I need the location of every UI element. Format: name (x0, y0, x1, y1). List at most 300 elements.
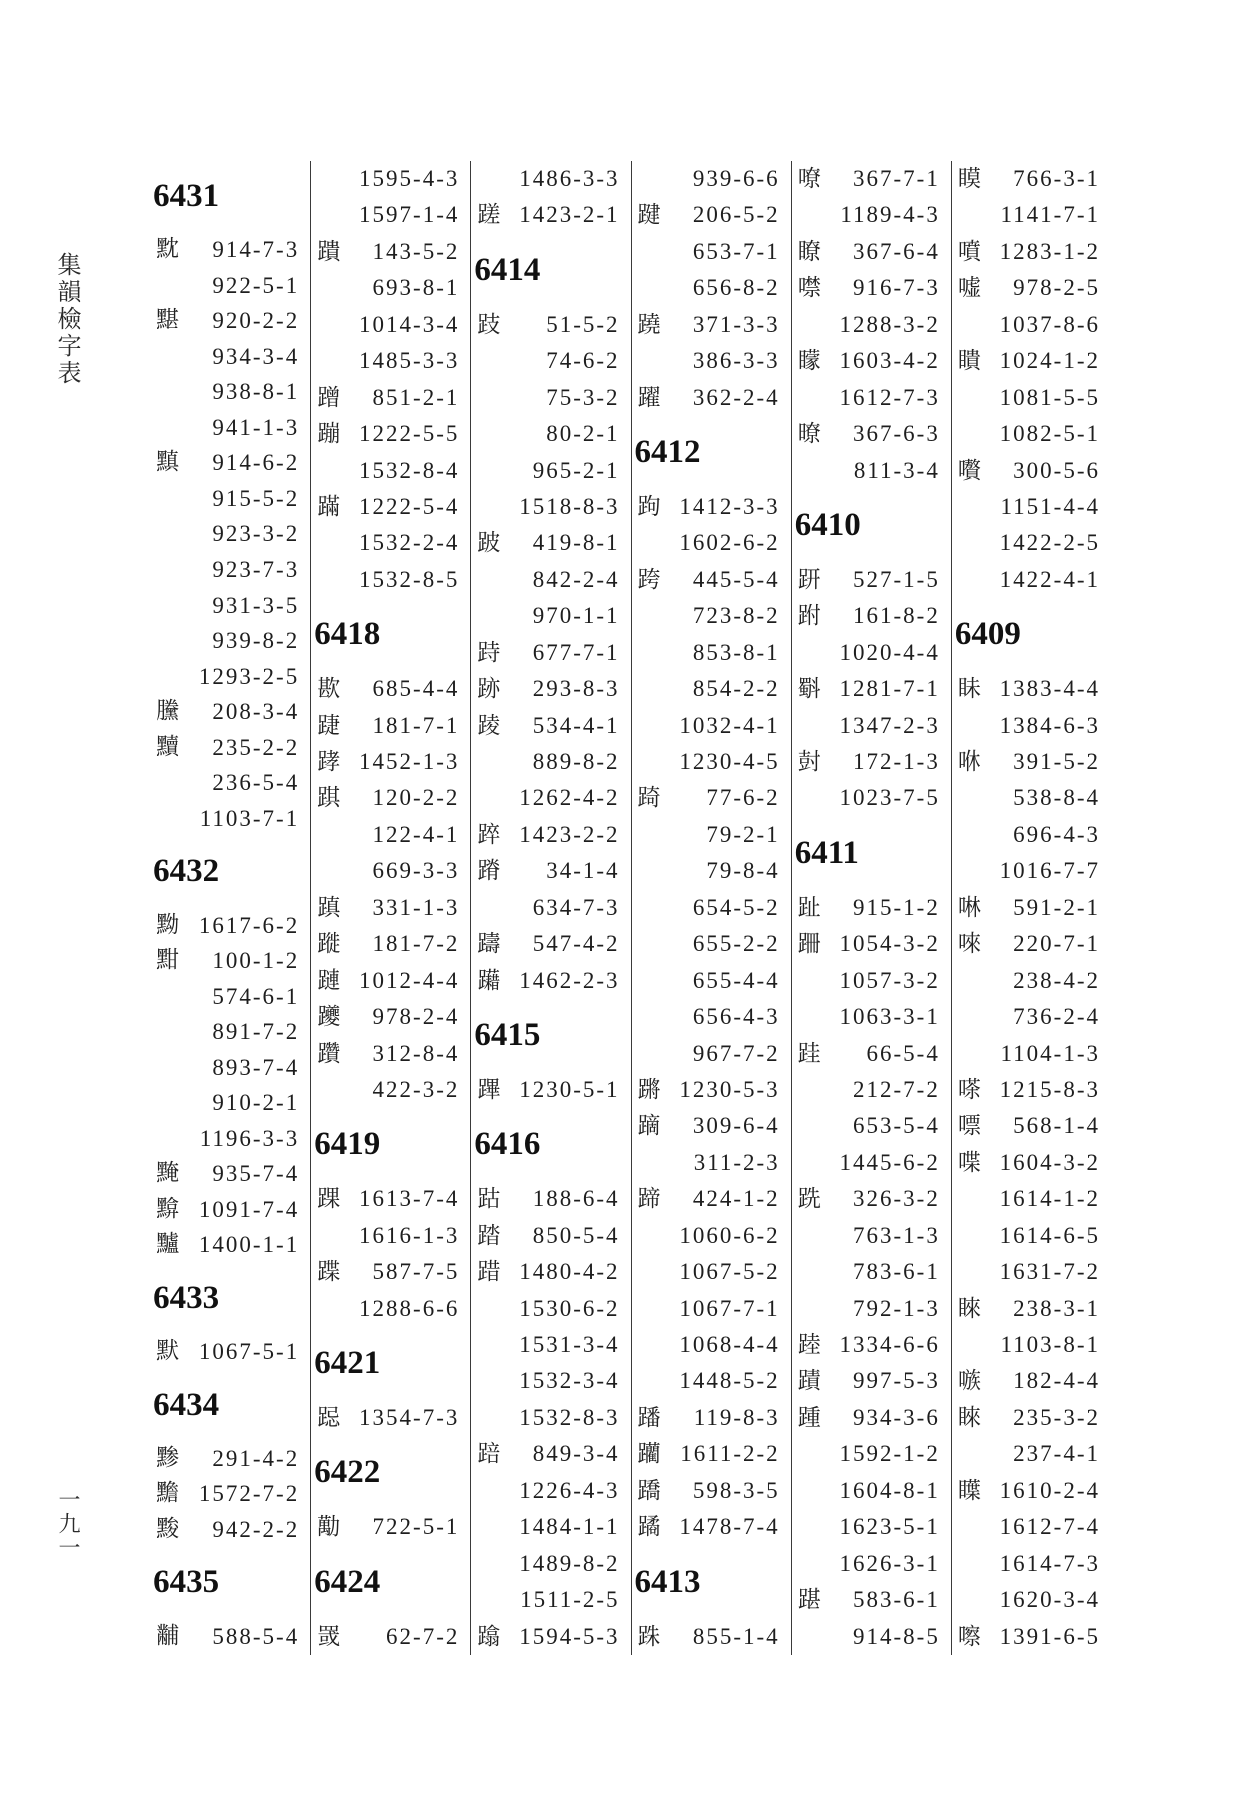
entry-reference: 853-8-1 (692, 639, 780, 665)
entry-reference: 236-5-4 (212, 770, 300, 796)
section-heading: 6418 (314, 616, 381, 653)
entry-reference: 391-5-2 (1013, 749, 1100, 775)
index-entry (311, 307, 470, 343)
entry-reference: 916-7-3 (853, 275, 940, 301)
index-entry (311, 1619, 470, 1655)
entry-reference: 938-8-1 (212, 379, 300, 405)
index-entry (792, 270, 951, 306)
entry-reference: 1623-5-1 (839, 1514, 940, 1540)
entry-reference: 235-2-2 (212, 734, 300, 760)
entry-character: 跂 (477, 311, 501, 338)
entry-character: 黮 (156, 307, 180, 334)
index-entry (150, 801, 310, 837)
index-entry (150, 1121, 310, 1157)
index-entry (150, 1441, 310, 1477)
index-entry (792, 963, 951, 999)
entry-character: 喋 (957, 1149, 981, 1176)
entry-reference: 1091-7-4 (198, 1196, 300, 1222)
index-entry (632, 1181, 791, 1217)
entry-reference: 1391-6-5 (999, 1623, 1100, 1649)
entry-reference: 656-4-3 (692, 1004, 780, 1030)
entry-reference: 75-3-2 (546, 384, 620, 410)
index-entry (311, 525, 470, 561)
entry-character: 蹄 (637, 1186, 661, 1213)
entry-character: 噴 (957, 238, 981, 265)
index-entry (952, 489, 1111, 525)
index-entry (311, 270, 470, 306)
entry-reference: 1054-3-2 (839, 931, 940, 957)
index-entry (311, 1254, 470, 1290)
entry-reference: 598-3-5 (692, 1477, 780, 1503)
entry-reference: 311-2-3 (693, 1149, 780, 1175)
entry-character: 黕 (156, 236, 180, 263)
index-entry (952, 525, 1111, 561)
index-entry (471, 1509, 630, 1545)
entry-reference: 1611-2-2 (680, 1441, 780, 1467)
entry-reference: 367-6-3 (853, 421, 940, 447)
entry-character: 眛 (957, 676, 981, 703)
index-entry (632, 343, 791, 379)
entry-reference: 293-8-3 (532, 676, 620, 702)
index-entry (632, 1291, 791, 1327)
index-entry (952, 1145, 1111, 1181)
entry-reference: 855-1-4 (692, 1623, 780, 1649)
section-heading: 6435 (153, 1564, 220, 1601)
entry-reference: 669-3-3 (372, 858, 460, 884)
entry-character: 嚽 (957, 457, 981, 484)
entry-reference: 419-8-1 (532, 530, 620, 556)
entry-character: 跦 (637, 1623, 661, 1650)
entry-reference: 915-5-2 (212, 485, 300, 511)
entry-reference: 212-7-2 (853, 1076, 940, 1102)
index-entry (311, 1400, 470, 1436)
entry-reference: 1067-5-2 (679, 1259, 780, 1285)
index-entry (311, 453, 470, 489)
entry-character: 踏 (477, 1222, 501, 1249)
index-entry (792, 1072, 951, 1108)
entry-reference: 568-1-4 (1013, 1113, 1100, 1139)
entry-character: 唻 (957, 931, 981, 958)
entry-character: 踝 (317, 1186, 341, 1213)
entry-character: 黼 (156, 1622, 180, 1649)
index-entry (952, 1327, 1111, 1363)
index-entry (311, 1181, 470, 1217)
entry-character: 嘘 (957, 275, 981, 302)
entry-reference: 939-6-6 (692, 166, 780, 191)
entry-character: 黸 (156, 1231, 180, 1258)
index-entry (471, 780, 630, 816)
section-heading: 6434 (153, 1386, 220, 1423)
entry-reference: 923-7-3 (212, 557, 300, 583)
index-entry (632, 926, 791, 962)
entry-character: 蹦 (317, 421, 341, 448)
entry-reference: 1020-4-4 (839, 639, 940, 665)
entry-reference: 970-1-1 (532, 603, 620, 629)
entry-reference: 1486-3-3 (519, 166, 620, 191)
index-entry (471, 926, 630, 962)
index-entry (632, 1218, 791, 1254)
entry-character: 蹀 (317, 1259, 341, 1286)
index-entry (792, 1108, 951, 1144)
index-entry (632, 744, 791, 780)
section-heading: 6413 (634, 1563, 701, 1600)
entry-reference: 653-5-4 (853, 1113, 940, 1139)
entry-character: 蹕 (477, 1076, 501, 1103)
index-entry (952, 307, 1111, 343)
index-entry (632, 161, 791, 197)
entry-character: 蹉 (477, 202, 501, 229)
index-entry (150, 1192, 310, 1228)
index-entry (471, 1254, 630, 1290)
entry-reference: 208-3-4 (212, 699, 300, 725)
index-entry (150, 1085, 310, 1121)
index-entry (471, 1619, 630, 1655)
entry-character: 蹹 (477, 1623, 501, 1650)
entry-reference: 1230-5-3 (679, 1076, 780, 1102)
entry-reference: 655-2-2 (692, 931, 780, 957)
entry-reference: 538-8-4 (1013, 785, 1100, 811)
section-heading: 6412 (634, 434, 701, 471)
index-column (470, 161, 630, 1655)
entry-character: 黰 (156, 449, 180, 476)
entry-character: 嘹 (797, 166, 821, 192)
index-entry (792, 1509, 951, 1545)
entry-reference: 891-7-2 (212, 1019, 300, 1045)
index-entry (311, 1291, 470, 1327)
index-entry (311, 197, 470, 233)
entry-reference: 1215-8-3 (999, 1076, 1100, 1102)
entry-reference: 1334-6-6 (839, 1332, 940, 1358)
entry-character: 躦 (317, 1040, 341, 1067)
index-entry (952, 1072, 1111, 1108)
index-entry (952, 853, 1111, 889)
entry-reference: 367-7-1 (853, 166, 940, 191)
index-entry (632, 635, 791, 671)
index-entry (952, 1181, 1111, 1217)
index-entry (471, 1181, 630, 1217)
index-entry (150, 659, 310, 695)
entry-reference: 1614-7-3 (999, 1550, 1100, 1576)
entry-reference: 237-4-1 (1013, 1441, 1100, 1467)
index-column (791, 161, 951, 1655)
entry-reference: 1595-4-3 (359, 166, 460, 191)
entry-reference: 1532-8-3 (519, 1404, 620, 1430)
index-entry (311, 234, 470, 270)
entry-reference: 172-1-3 (853, 749, 940, 775)
entry-character: 跱 (477, 639, 501, 666)
index-entry (952, 1509, 1111, 1545)
index-entry (952, 1546, 1111, 1582)
entry-reference: 920-2-2 (212, 308, 300, 334)
entry-character: 勱 (317, 1514, 341, 1541)
entry-reference: 1592-1-2 (839, 1441, 940, 1467)
index-entry (471, 1546, 630, 1582)
index-entry (311, 853, 470, 889)
entry-reference: 1057-3-2 (839, 967, 940, 993)
entry-reference: 1293-2-5 (198, 663, 300, 689)
entry-character: 蹪 (317, 238, 341, 265)
index-entry (311, 926, 470, 962)
index-entry (150, 765, 310, 801)
index-entry (632, 1363, 791, 1399)
entry-reference: 1400-1-1 (198, 1232, 300, 1258)
index-entry (311, 416, 470, 452)
entry-reference: 445-5-4 (692, 566, 780, 592)
index-entry (150, 908, 310, 944)
entry-reference: 965-2-1 (532, 457, 620, 483)
index-entry (792, 890, 951, 926)
entry-reference: 1532-8-4 (359, 457, 460, 483)
index-entry (792, 1036, 951, 1072)
entry-reference: 934-3-6 (853, 1404, 940, 1430)
entry-reference: 1532-2-4 (359, 530, 460, 556)
index-column (310, 161, 470, 1655)
entry-reference: 182-4-4 (1013, 1368, 1100, 1394)
index-entry (150, 623, 310, 659)
entry-character: 噤 (797, 275, 821, 302)
index-entry (311, 161, 470, 197)
entry-reference: 1422-4-1 (999, 566, 1100, 592)
entry-reference: 100-1-2 (212, 948, 300, 974)
entry-character: 蹺 (637, 311, 661, 338)
index-entry (792, 234, 951, 270)
entry-reference: 1067-7-1 (679, 1295, 780, 1321)
entry-reference: 362-2-4 (692, 384, 780, 410)
entry-reference: 1226-4-3 (519, 1477, 620, 1503)
index-column (631, 161, 791, 1655)
entry-reference: 854-2-2 (692, 676, 780, 702)
entry-reference: 1068-4-4 (679, 1332, 780, 1358)
index-entry (792, 1145, 951, 1181)
entry-reference: 685-4-4 (372, 676, 460, 702)
entry-reference: 62-7-2 (386, 1623, 460, 1649)
entry-reference: 1354-7-3 (359, 1404, 460, 1430)
entry-character: 黢 (156, 1515, 180, 1542)
index-entry (792, 708, 951, 744)
entry-reference: 588-5-4 (212, 1623, 300, 1649)
entry-reference: 291-4-2 (212, 1445, 300, 1471)
entry-reference: 1288-3-2 (839, 311, 940, 337)
entry-reference: 143-5-2 (372, 238, 460, 264)
index-entry (311, 963, 470, 999)
index-entry (311, 817, 470, 853)
section-heading: 6416 (474, 1126, 541, 1163)
entry-reference: 1037-8-6 (999, 311, 1100, 337)
index-entry (471, 161, 630, 197)
entry-reference: 653-7-1 (692, 238, 780, 264)
index-entry (952, 890, 1111, 926)
index-entry (471, 380, 630, 416)
entry-reference: 1016-7-7 (999, 858, 1100, 884)
entry-character: 跨 (637, 566, 661, 593)
section-heading: 6424 (314, 1563, 381, 1600)
entry-character: 瞶 (957, 348, 981, 375)
index-entry (952, 1473, 1111, 1509)
entry-reference: 371-3-3 (692, 311, 780, 337)
entry-character: 跬 (797, 1040, 821, 1067)
entry-reference: 1614-6-5 (999, 1222, 1100, 1248)
entry-reference: 1141-7-1 (1000, 202, 1100, 228)
index-entry (471, 708, 630, 744)
entry-reference: 188-6-4 (532, 1186, 620, 1212)
entry-reference: 1422-2-5 (999, 530, 1100, 556)
entry-reference: 238-4-2 (1013, 967, 1100, 993)
index-entry (792, 307, 951, 343)
entry-character: 踕 (317, 712, 341, 739)
index-entry (150, 943, 310, 979)
entry-reference: 842-2-4 (532, 566, 620, 592)
index-entry (952, 453, 1111, 489)
index-entry (952, 1400, 1111, 1436)
index-entry (792, 1436, 951, 1472)
entry-reference: 238-3-1 (1013, 1295, 1100, 1321)
index-entry (792, 380, 951, 416)
index-entry (792, 1400, 951, 1436)
entry-character: 趾 (797, 894, 821, 921)
entry-reference: 1612-7-3 (839, 384, 940, 410)
index-entry (792, 197, 951, 233)
index-entry (952, 708, 1111, 744)
entry-reference: 997-5-3 (853, 1368, 940, 1394)
entry-character: 蹭 (317, 384, 341, 411)
index-entry (471, 343, 630, 379)
entry-reference: 34-1-4 (546, 858, 620, 884)
index-entry (311, 999, 470, 1035)
entry-reference: 1448-5-2 (679, 1368, 780, 1394)
index-entry (150, 1476, 310, 1512)
entry-character: 嗾 (957, 1368, 981, 1395)
entry-reference: 1594-5-3 (519, 1623, 620, 1649)
index-entry (632, 780, 791, 816)
entry-reference: 1012-4-4 (359, 967, 460, 993)
entry-character: 蹟 (797, 1368, 821, 1395)
index-entry (952, 197, 1111, 233)
entry-character: 嚓 (957, 1623, 981, 1650)
entry-character: 躪 (637, 1441, 661, 1468)
entry-reference: 1604-8-1 (839, 1477, 940, 1503)
entry-reference: 1614-1-2 (999, 1186, 1100, 1212)
index-entry (792, 343, 951, 379)
entry-reference: 923-3-2 (212, 521, 300, 547)
entry-character: 跛 (477, 530, 501, 557)
index-entry (150, 1619, 310, 1655)
index-entry (471, 598, 630, 634)
entry-reference: 922-5-1 (212, 272, 300, 298)
index-entry (632, 270, 791, 306)
index-entry (311, 1218, 470, 1254)
entry-reference: 1620-3-4 (999, 1587, 1100, 1613)
entry-reference: 1531-3-4 (519, 1332, 620, 1358)
entry-character: 蹝 (317, 931, 341, 958)
entry-reference: 1604-3-2 (999, 1149, 1100, 1175)
entry-reference: 1612-7-4 (999, 1514, 1100, 1540)
entry-reference: 1196-3-3 (199, 1125, 300, 1151)
entry-reference: 811-3-4 (853, 457, 940, 483)
entry-reference: 367-6-4 (853, 238, 940, 264)
entry-character: 蹎 (317, 894, 341, 921)
index-entry (150, 303, 310, 339)
entry-reference: 1572-7-2 (198, 1481, 300, 1507)
index-entry (792, 1218, 951, 1254)
entry-reference: 161-8-2 (853, 603, 940, 629)
entry-reference: 677-7-1 (532, 639, 620, 665)
index-entry (792, 1363, 951, 1399)
entry-reference: 1597-1-4 (359, 202, 460, 228)
entry-reference: 941-1-3 (212, 414, 300, 440)
index-entry (471, 562, 630, 598)
entry-reference: 1484-1-1 (519, 1514, 620, 1540)
entry-reference: 1445-6-2 (839, 1149, 940, 1175)
index-entry (952, 817, 1111, 853)
entry-reference: 696-4-3 (1013, 821, 1100, 847)
index-entry (471, 890, 630, 926)
index-entry (471, 853, 630, 889)
index-entry (150, 268, 310, 304)
entry-reference: 326-3-2 (853, 1186, 940, 1212)
index-entry (150, 410, 310, 446)
entry-character: 跡 (477, 676, 501, 703)
index-entry (952, 161, 1111, 197)
index-column (150, 161, 310, 1655)
entry-reference: 910-2-1 (212, 1090, 300, 1116)
entry-reference: 1081-5-5 (999, 384, 1100, 410)
entry-character: 跍 (477, 1186, 501, 1213)
entry-reference: 634-7-3 (532, 894, 620, 920)
entry-character: 踤 (477, 821, 501, 848)
entry-character: 嗏 (957, 1076, 981, 1103)
entry-character: 黝 (156, 911, 180, 938)
entry-character: 黤 (156, 1160, 180, 1187)
entry-reference: 654-5-2 (692, 894, 780, 920)
index-entry (311, 562, 470, 598)
entry-reference: 978-2-5 (1013, 275, 1100, 301)
index-entry (150, 1050, 310, 1086)
index-entry (150, 1512, 310, 1548)
entry-character: 踜 (477, 712, 501, 739)
index-entry (632, 1072, 791, 1108)
index-entry (471, 1327, 630, 1363)
index-entry (150, 516, 310, 552)
index-entry (471, 416, 630, 452)
entry-reference: 587-7-5 (372, 1259, 460, 1285)
entry-reference: 1262-4-2 (519, 785, 620, 811)
section-heading: 6422 (314, 1454, 381, 1491)
entry-reference: 1023-7-5 (839, 785, 940, 811)
index-entry (952, 1254, 1111, 1290)
index-entry (632, 963, 791, 999)
index-entry (150, 552, 310, 588)
entry-reference: 1230-5-1 (519, 1076, 620, 1102)
index-entry (471, 453, 630, 489)
index-entry (311, 744, 470, 780)
entry-reference: 849-3-4 (532, 1441, 620, 1467)
entry-reference: 1532-8-5 (359, 566, 460, 592)
index-entry (792, 1546, 951, 1582)
entry-character: 瞭 (797, 238, 821, 265)
entry-reference: 1518-8-3 (519, 493, 620, 519)
index-entry (632, 708, 791, 744)
entry-reference: 1617-6-2 (198, 912, 300, 938)
entry-character: 躨 (317, 1004, 341, 1031)
entry-reference: 235-3-2 (1013, 1404, 1100, 1430)
entry-character: 默 (156, 1338, 180, 1365)
index-entry (792, 562, 951, 598)
entry-reference: 79-2-1 (706, 821, 780, 847)
entry-reference: 119-8-3 (693, 1404, 780, 1430)
entry-reference: 51-5-2 (546, 311, 620, 337)
entry-reference: 1602-6-2 (679, 530, 780, 556)
entry-reference: 942-2-2 (212, 1516, 300, 1542)
